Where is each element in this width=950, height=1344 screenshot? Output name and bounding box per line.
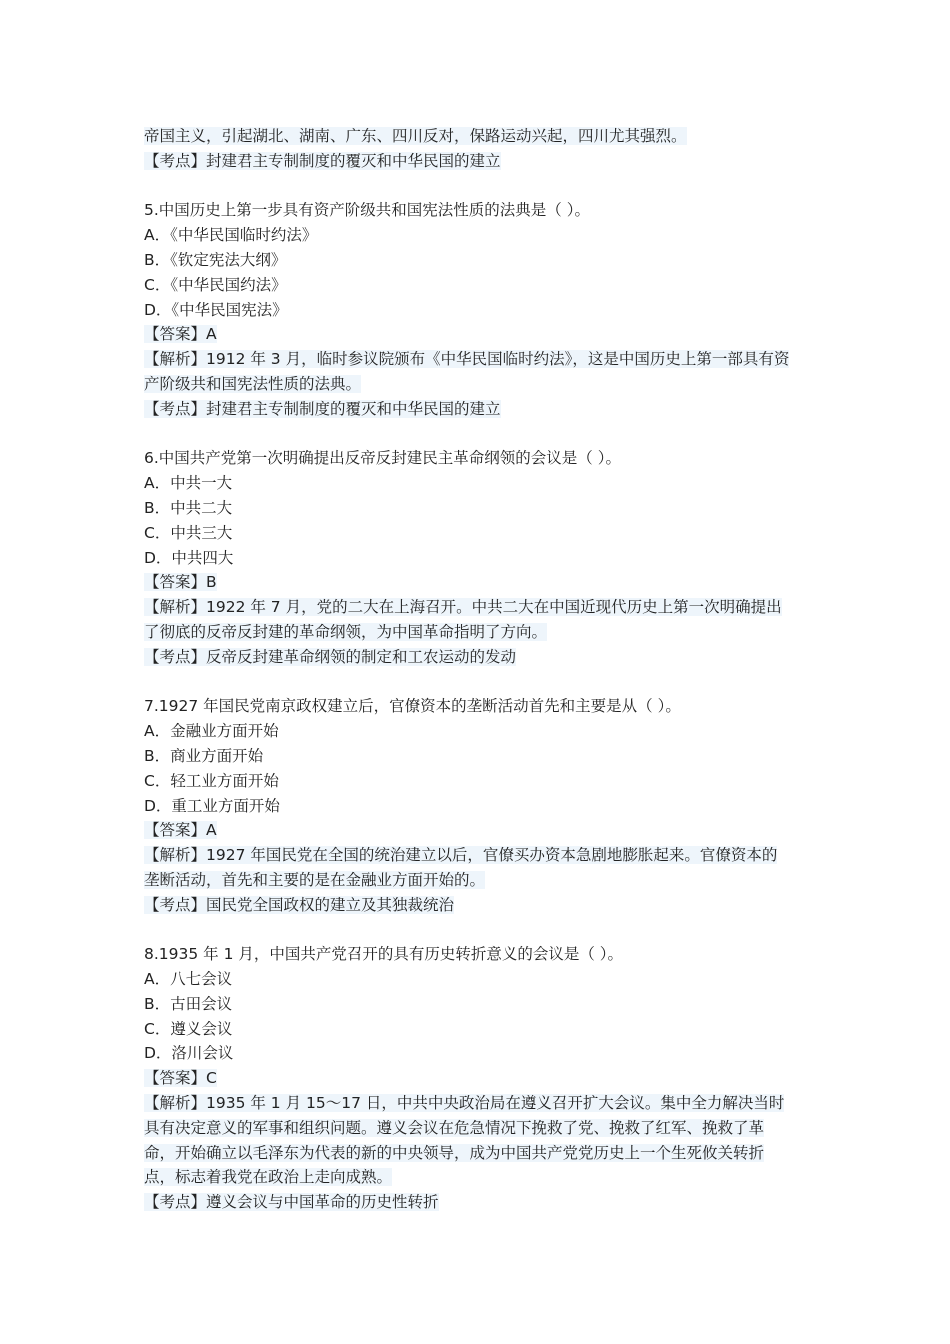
option-d: D．中共四大 — [144, 548, 234, 567]
question-stem: 6.中国共产党第一次明确提出反帝反封建民主革命纲领的会议是（ ）。 — [144, 449, 621, 468]
option-d: D．重工业方面开始 — [144, 796, 280, 815]
option-c: C．轻工业方面开始 — [144, 771, 279, 790]
question-stem: 8.1935 年 1 月，中国共产党召开的具有历史转折意义的会议是（ ）。 — [144, 945, 624, 964]
intro-topic-line: 【考点】封建君主专制制度的覆灭和中华民国的建立 — [144, 151, 501, 170]
option-a: A．八七会议 — [144, 970, 233, 989]
option-b: B．商业方面开始 — [144, 746, 264, 765]
analysis-line: 【解析】1935 年 1 月 15～17 日，中共中央政治局在遵义召开扩大会议。集中全力解决当时 — [144, 1094, 785, 1113]
analysis-line: 命，开始确立以毛泽东为代表的新的中央领导，成为中国共产党党历史上一个生死攸关转折 — [144, 1143, 765, 1162]
topic-line: 【考点】封建君主专制制度的覆灭和中华民国的建立 — [144, 399, 501, 418]
question-block — [144, 198, 812, 421]
question-block — [144, 942, 812, 1215]
topic-line: 【考点】反帝反封建革命纲领的制定和工农运动的发动 — [144, 647, 517, 666]
document-content — [144, 124, 812, 1215]
option-d: D．洛川会议 — [144, 1044, 234, 1063]
analysis-line: 具有决定意义的军事和组织问题。遵义会议在危急情况下挽救了党、挽救了红军、挽救了革 — [144, 1118, 765, 1137]
option-c: C．《中华民国约法》 — [144, 275, 287, 294]
intro-tail-line: 帝国主义，引起湖北、湖南、广东、四川反对，保路运动兴起，四川尤其强烈。 — [144, 127, 687, 145]
option-c: C．遵义会议 — [144, 1019, 233, 1038]
analysis-line: 垄断活动，首先和主要的是在金融业方面开始的。 — [144, 870, 486, 889]
question-stem: 7.1927 年国民党南京政权建立后，官僚资本的垄断活动首先和主要是从（ ）。 — [144, 697, 681, 716]
answer-line: 【答案】C — [144, 1069, 217, 1088]
option-b: B．古田会议 — [144, 994, 233, 1013]
question-stem: 5.中国历史上第一步具有资产阶级共和国宪法性质的法典是（ ）。 — [144, 201, 590, 220]
analysis-line: 【解析】1927 年国民党在全国的统治建立以后，官僚买办资本急剧地膨胀起来。官僚资本的 — [144, 846, 778, 865]
option-c: C．中共三大 — [144, 523, 233, 542]
answer-line: 【答案】A — [144, 821, 217, 840]
analysis-line: 了彻底的反帝反封建的革命纲领，为中国革命指明了方向。 — [144, 622, 548, 641]
option-a: A．中共一大 — [144, 474, 233, 493]
analysis-line: 【解析】1912 年 3 月，临时参议院颁布《中华民国临时约法》，这是中国历史上第一部具有资 — [144, 350, 790, 369]
analysis-line: 产阶级共和国宪法性质的法典。 — [144, 374, 362, 393]
analysis-line: 【解析】1922 年 7 月，党的二大在上海召开。中共二大在中国近现代历史上第一次明确提出 — [144, 598, 782, 617]
option-d: D．《中华民国宪法》 — [144, 300, 288, 319]
question-block — [144, 446, 812, 669]
analysis-line: 点，标志着我党在政治上走向成熟。 — [144, 1168, 393, 1187]
question-block — [144, 694, 812, 917]
option-b: B．中共二大 — [144, 498, 233, 517]
topic-line: 【考点】国民党全国政权的建立及其独裁统治 — [144, 895, 455, 914]
topic-line: 【考点】遵义会议与中国革命的历史性转折 — [144, 1193, 439, 1212]
answer-line: 【答案】B — [144, 573, 217, 592]
answer-line: 【答案】A — [144, 325, 217, 344]
option-b: B．《钦定宪法大纲》 — [144, 250, 287, 269]
option-a: A．《中华民国临时约法》 — [144, 226, 318, 245]
option-a: A．金融业方面开始 — [144, 722, 279, 741]
